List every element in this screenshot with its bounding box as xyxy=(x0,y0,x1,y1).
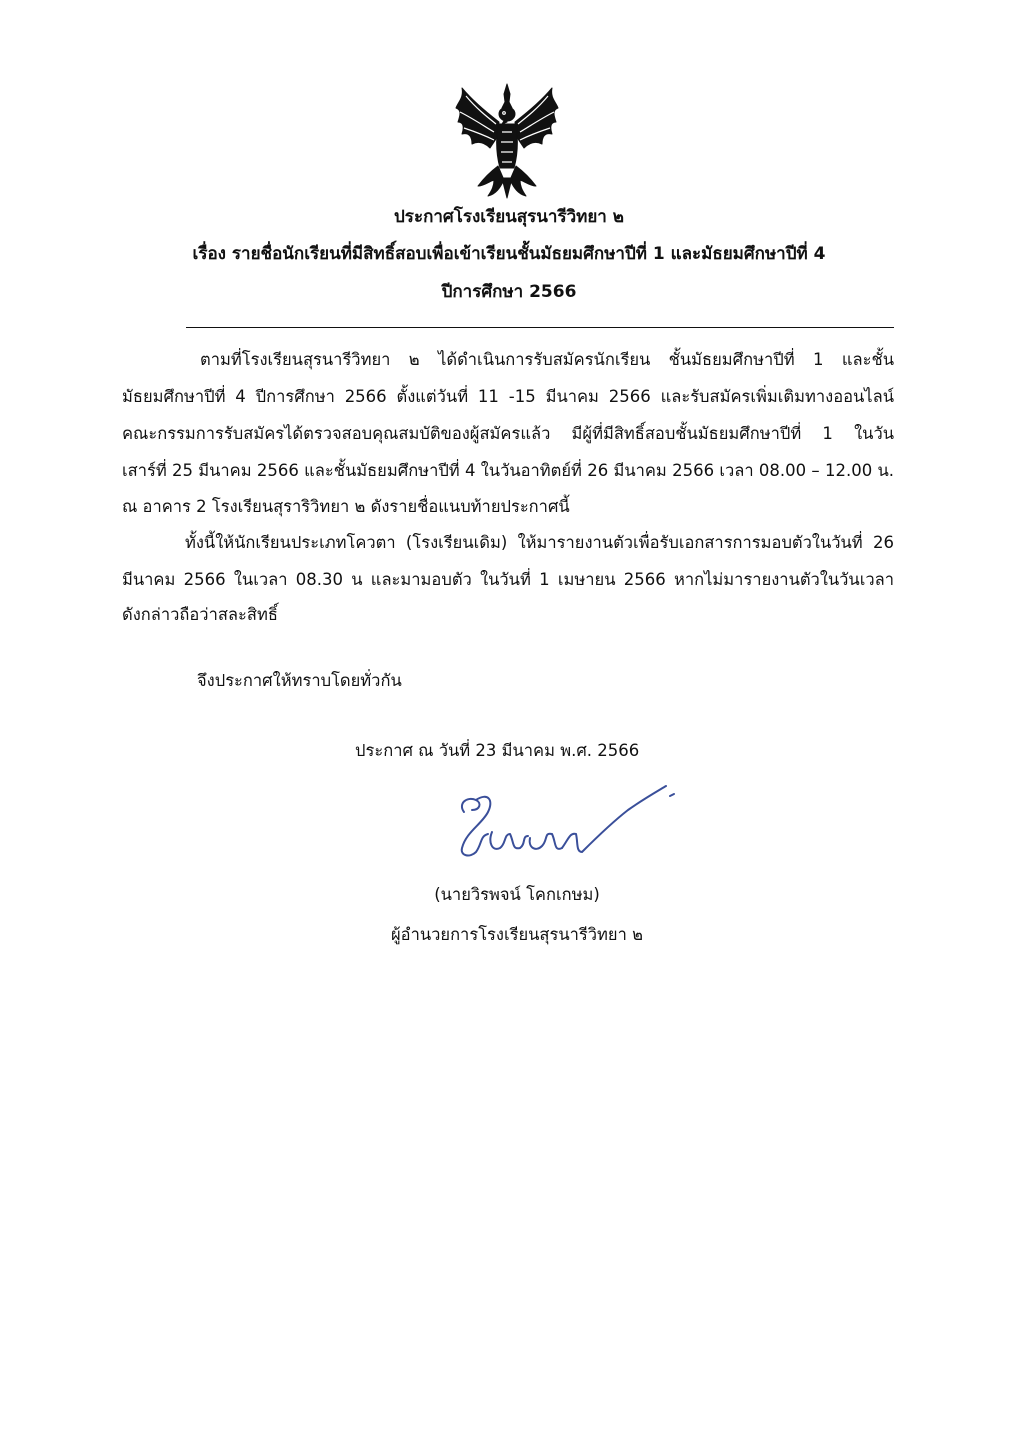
paragraph-2-line-3: ดังกล่าวถือว่าสละสิทธิ์ xyxy=(122,605,278,624)
paragraph-1-line-4: เสาร์ที่ 25 มีนาคม 2566 และชั้นมัธยมศึกษาปีที่ 4 ในวันอาทิตย์ที่ 26 มีนาคม 2566 เวลา 08.00 – 12.00 น. xyxy=(122,461,894,480)
announcement-date: ประกาศ ณ วันที่ 23 มีนาคม พ.ศ. 2566 xyxy=(355,741,640,760)
header-divider xyxy=(186,327,894,328)
announcement-subject: เรื่อง รายชื่อนักเรียนที่มีสิทธิ์สอบเพื่อเข้าเรียนชั้นมัธยมศึกษาปีที่ 1 และมัธยมศึกษาปีที่ 4 xyxy=(192,244,826,264)
paragraph-1-line-5: ณ อาคาร 2 โรงเรียนสุราริวิทยา ๒ ดังรายชื่อแนบท้ายประกาศนี้ xyxy=(122,497,570,516)
handwritten-signature xyxy=(452,782,678,866)
garuda-emblem-icon xyxy=(452,82,562,200)
paragraph-2-line-2: มีนาคม 2566 ในเวลา 08.30 น และมามอบตัว ในวันที่ 1 เมษายน 2566 หากไม่มารายงานตัวในวันเวลา xyxy=(122,570,894,589)
paragraph-1-line-2: มัธยมศึกษาปีที่ 4 ปีการศึกษา 2566 ตั้งแต่วันที่ 11 -15 มีนาคม 2566 และรับสมัครเพิ่มเติมทางออนไลน์ xyxy=(122,387,894,406)
closing-statement: จึงประกาศให้ทราบโดยทั่วกัน xyxy=(197,671,402,690)
signer-title: ผู้อำนวยการโรงเรียนสุรนารีวิทยา ๒ xyxy=(391,925,643,944)
academic-year: ปีการศึกษา 2566 xyxy=(441,282,577,302)
signer-name: (นายวิรพจน์ โคกเกษม) xyxy=(434,885,600,904)
paragraph-1-line-1: ตามที่โรงเรียนสุรนารีวิทยา ๒ ได้ดำเนินการรับสมัครนักเรียน ชั้นมัธยมศึกษาปีที่ 1 และชั้น xyxy=(200,350,894,369)
paragraph-2-line-1: ทั้งนี้ให้นักเรียนประเภทโควตา (โรงเรียนเดิม) ให้มารายงานตัวเพื่อรับเอกสารการมอบตัวในวันที่ 26 xyxy=(185,533,894,552)
announcement-title: ประกาศโรงเรียนสุรนารีวิทยา ๒ xyxy=(394,207,624,227)
paragraph-1-line-3: คณะกรรมการรับสมัครได้ตรวจสอบคุณสมบัติของผู้สมัครแล้ว มีผู้ที่มีสิทธิ์สอบชั้นมัธยมศึกษาปีที่ 1 ในวัน xyxy=(122,424,894,443)
